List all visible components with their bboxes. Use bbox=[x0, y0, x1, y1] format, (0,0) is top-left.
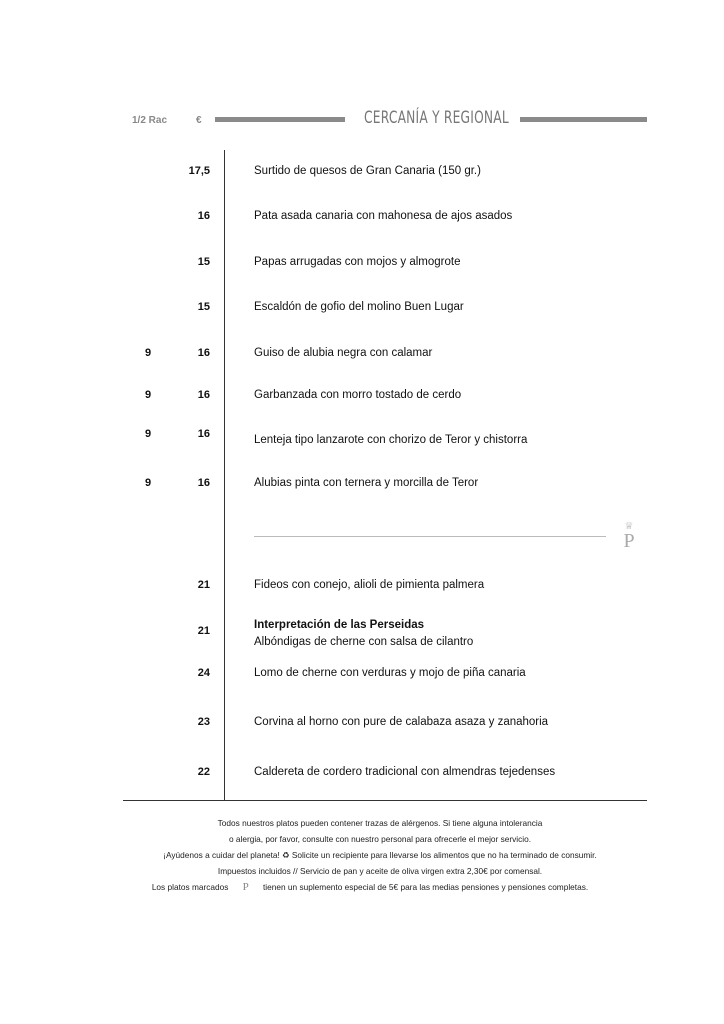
dish-name: Lomo de cherne con verduras y mojo de piña canaria bbox=[254, 667, 526, 679]
supplement-logo-icon: P bbox=[242, 881, 249, 893]
dish-name: Surtido de quesos de Gran Canaria (150 gr.) bbox=[254, 165, 481, 177]
dish-item bbox=[254, 432, 527, 449]
dish-price: 23 bbox=[197, 716, 210, 728]
half-portion-price: 9 bbox=[144, 477, 152, 489]
dish-name: Guiso de alubia negra con calamar bbox=[254, 347, 433, 359]
column-divider bbox=[224, 150, 225, 800]
allergen-notice-2: o alergia, por favor, consulte con nuestro personal para ofrecerle el mejor servicio. bbox=[228, 834, 532, 844]
dish-price: 16 bbox=[197, 477, 210, 489]
header-bar-left bbox=[215, 117, 345, 122]
dish-price: 15 bbox=[197, 256, 210, 268]
dish-item bbox=[254, 577, 484, 594]
price-header: € bbox=[196, 115, 202, 126]
dish-item bbox=[254, 714, 548, 731]
dish-item bbox=[254, 475, 478, 492]
dish-price: 16 bbox=[197, 347, 210, 359]
section-separator bbox=[254, 536, 606, 537]
supplement-logo bbox=[618, 522, 640, 550]
dish-name: Papas arrugadas con mojos y almogrote bbox=[254, 256, 461, 268]
header-bar-right bbox=[520, 117, 647, 122]
dish-price: 15 bbox=[197, 301, 210, 313]
dish-name: Lenteja tipo lanzarote con chorizo de Teror y chistorra bbox=[254, 434, 528, 446]
dish-item bbox=[254, 387, 461, 404]
dish-name: Corvina al horno con pure de calabaza asaza y zanahoria bbox=[254, 716, 549, 728]
bottom-rule bbox=[123, 800, 647, 801]
supplement-notice bbox=[0, 881, 724, 893]
planet-text: ¡Ayúdenos a cuidar del planeta! bbox=[163, 850, 280, 860]
half-portion-price: 9 bbox=[144, 428, 152, 440]
half-portion-header: 1/2 Rac bbox=[132, 115, 168, 126]
half-portion-price: 9 bbox=[144, 389, 152, 401]
half-portion-price: 9 bbox=[144, 347, 152, 359]
dish-item bbox=[254, 617, 473, 651]
dish-name: Fideos con conejo, alioli de pimienta palmera bbox=[254, 579, 485, 591]
container-text: Solicite un recipiente para llevarse los alimentos que no ha terminado de consumir. bbox=[291, 850, 597, 860]
planet-notice bbox=[0, 850, 724, 860]
dish-price: 16 bbox=[197, 210, 210, 222]
dish-name: Caldereta de cordero tradicional con almendras tejedenses bbox=[254, 766, 556, 778]
logo-letter: P bbox=[623, 530, 635, 552]
dish-price: 21 bbox=[197, 579, 210, 591]
dish-price: 16 bbox=[197, 389, 210, 401]
dish-name: Albóndigas de cherne con salsa de cilantro bbox=[254, 636, 474, 648]
dish-name: Alubias pinta con ternera y morcilla de Teror bbox=[254, 477, 479, 489]
dish-item bbox=[254, 345, 432, 362]
supplement-text-a: Los platos marcados bbox=[151, 882, 229, 892]
dish-item bbox=[254, 208, 512, 225]
dish-price: 21 bbox=[197, 625, 210, 637]
allergen-notice: Todos nuestros platos pueden contener trazas de alérgenos. Si tiene alguna intolerancia bbox=[217, 818, 543, 828]
dish-name: Pata asada canaria con mahonesa de ajos asados bbox=[254, 210, 513, 222]
supplement-text-b: tienen un suplemento especial de 5€ para las medias pensiones y pensiones completas. bbox=[263, 882, 589, 892]
crown-icon: ♕ bbox=[624, 521, 634, 532]
dish-item bbox=[254, 665, 526, 682]
dish-name: Escaldón de gofio del molino Buen Lugar bbox=[254, 301, 464, 313]
dish-name: Garbanzada con morro tostado de cerdo bbox=[254, 389, 462, 401]
dish-item bbox=[254, 163, 481, 180]
tax-notice: Impuestos incluidos // Servicio de pan y aceite de oliva virgen extra 2,30€ por comensal. bbox=[217, 866, 543, 876]
dish-title: Interpretación de las Perseidas bbox=[254, 619, 425, 631]
dish-item bbox=[254, 254, 460, 271]
dish-price: 24 bbox=[197, 667, 210, 679]
dish-item bbox=[254, 764, 555, 781]
dish-price: 22 bbox=[197, 766, 210, 778]
recycle-icon: ♻ bbox=[282, 850, 290, 860]
dish-item bbox=[254, 299, 464, 316]
dish-price: 16 bbox=[197, 428, 210, 440]
dish-price: 17,5 bbox=[188, 165, 210, 177]
section-title: CERCANÍA Y REGIONAL bbox=[364, 108, 509, 128]
